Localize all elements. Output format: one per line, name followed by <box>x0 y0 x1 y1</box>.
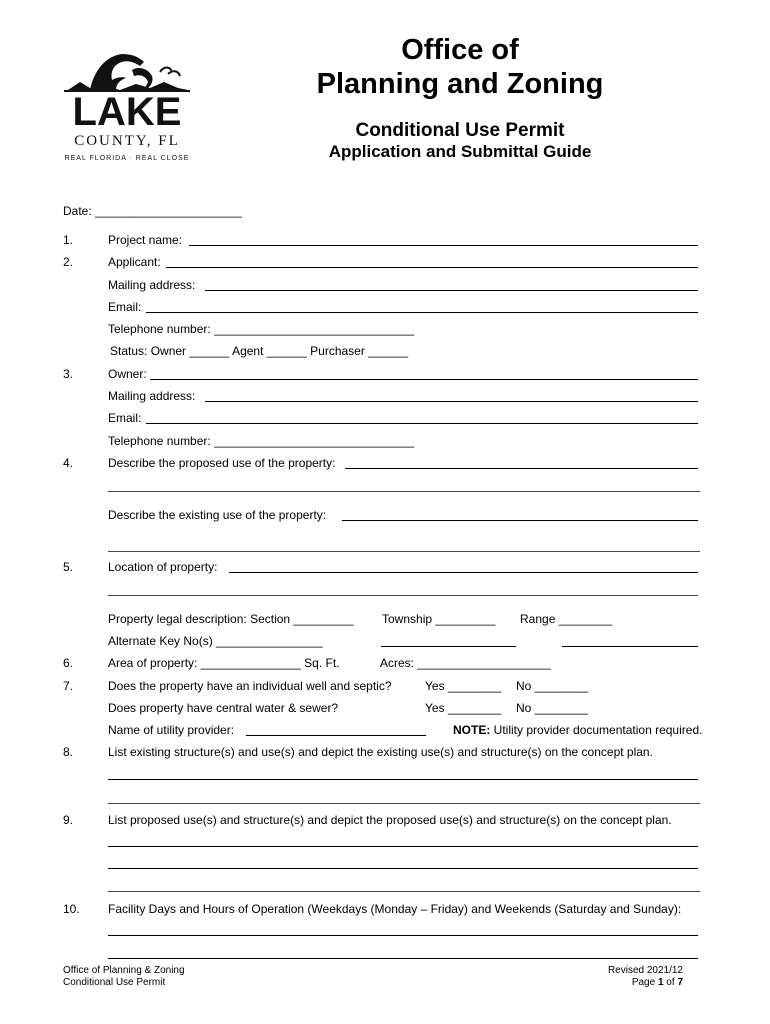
proposed-structures-label: List proposed use(s) and structure(s) and depict the proposed use(s) and structure(s) on the concept plan. <box>108 813 672 827</box>
hours-of-operation-label: Facility Days and Hours of Operation (Weekdays (Monday – Friday) and Weekends (Saturday and Sunday): <box>108 902 682 916</box>
well-septic-question: Does the property have an individual well and septic? <box>108 679 392 693</box>
owner-mailing-input[interactable] <box>205 401 698 402</box>
lake-county-logo <box>60 52 195 164</box>
logo-wordmark: LAKE <box>72 90 182 134</box>
existing-structures-input-2[interactable] <box>108 803 700 804</box>
well-septic-no[interactable]: No ________ <box>516 679 589 693</box>
footer-page <box>560 977 683 989</box>
alternate-key-field[interactable]: Alternate Key No(s) ________________ <box>108 634 323 648</box>
subtitle-guide: Application and Submittal Guide <box>328 142 592 161</box>
q2-number: 2. <box>63 255 74 269</box>
acres-field[interactable]: Acres: ____________________ <box>380 656 551 670</box>
township-field[interactable]: Township _________ <box>382 612 496 626</box>
q8-number: 8. <box>63 745 74 759</box>
owner-telephone-field[interactable]: Telephone number: ______________________________ <box>108 434 415 448</box>
logo-graphic <box>60 52 195 164</box>
proposed-use-input[interactable] <box>345 468 698 469</box>
title-line-1: Office of <box>401 34 519 66</box>
q5-number: 5. <box>63 560 74 574</box>
page-total: 7 <box>677 977 683 988</box>
note-label: NOTE: <box>453 723 491 737</box>
alternate-key-input-2[interactable] <box>381 646 516 647</box>
water-sewer-question: Does property have central water & sewer? <box>108 701 339 715</box>
q7-number: 7. <box>63 679 74 693</box>
owner-email-input[interactable] <box>146 423 698 424</box>
applicant-status-field[interactable]: Status: Owner ______ Agent ______ Purchaser ______ <box>110 344 409 358</box>
applicant-label: Applicant: <box>108 255 161 269</box>
q1-number: 1. <box>63 233 74 247</box>
logo-tagline: REAL FLORIDA · REAL CLOSE <box>64 155 190 162</box>
existing-use-label: Describe the existing use of the property: <box>108 508 327 522</box>
well-septic-yes[interactable]: Yes ________ <box>425 679 502 693</box>
utility-provider-label: Name of utility provider: <box>108 723 235 737</box>
water-sewer-no[interactable]: No ________ <box>516 701 589 715</box>
page-number: 1 <box>657 977 664 988</box>
proposed-structures-input-1[interactable] <box>108 846 698 847</box>
footer-left <box>63 965 185 989</box>
applicant-input[interactable] <box>166 267 698 268</box>
page-of: of <box>663 977 678 988</box>
owner-mailing-label: Mailing address: <box>108 389 196 403</box>
q4-number: 4. <box>63 456 74 470</box>
location-input-line-2[interactable] <box>108 595 698 596</box>
q9-number: 9. <box>63 813 74 827</box>
water-sewer-yes[interactable]: Yes ________ <box>425 701 502 715</box>
footer-permit: Conditional Use Permit <box>63 977 166 988</box>
project-name-input[interactable] <box>189 245 698 246</box>
applicant-telephone-field[interactable]: Telephone number: ______________________________ <box>108 322 415 336</box>
owner-label: Owner: <box>108 367 147 381</box>
owner-email-label: Email: <box>108 411 142 425</box>
applicant-mailing-label: Mailing address: <box>108 278 196 292</box>
existing-structures-input-1[interactable] <box>108 779 698 780</box>
proposed-use-label: Describe the proposed use of the property: <box>108 456 336 470</box>
location-input[interactable] <box>229 572 698 573</box>
existing-use-input[interactable] <box>342 520 698 521</box>
utility-note <box>453 723 702 737</box>
hours-input-2[interactable] <box>108 958 698 959</box>
q10-number: 10. <box>63 902 80 916</box>
logo-county: COUNTY, FL <box>74 133 180 149</box>
location-label: Location of property: <box>108 560 218 574</box>
proposed-use-input-line-2[interactable] <box>108 491 700 492</box>
hours-input-1[interactable] <box>108 935 698 936</box>
subtitle-permit: Conditional Use Permit <box>355 120 565 141</box>
area-field[interactable]: Area of property: _______________ Sq. Ft. <box>108 656 340 670</box>
applicant-email-label: Email: <box>108 300 142 314</box>
range-field[interactable]: Range ________ <box>520 612 613 626</box>
alternate-key-input-3[interactable] <box>562 646 698 647</box>
proposed-structures-input-3[interactable] <box>108 891 700 892</box>
q3-number: 3. <box>63 367 74 381</box>
footer-revised: Revised 2021/12 <box>607 965 683 976</box>
footer-right <box>560 965 683 989</box>
q6-number: 6. <box>63 656 74 670</box>
legal-section-field[interactable]: Property legal description: Section _________ <box>108 612 354 626</box>
utility-provider-input[interactable] <box>246 735 426 736</box>
existing-use-input-line-2[interactable] <box>108 551 700 552</box>
existing-structures-label: List existing structure(s) and use(s) and depict the existing use(s) and structure(s) on the concept plan. <box>108 745 653 759</box>
page-title <box>260 33 660 101</box>
page-prefix: Page <box>631 977 658 988</box>
applicant-email-input[interactable] <box>146 312 698 313</box>
date-field[interactable]: Date: ______________________ <box>63 204 242 218</box>
note-text: Utility provider documentation required. <box>490 723 703 737</box>
owner-input[interactable] <box>150 379 698 380</box>
proposed-structures-input-2[interactable] <box>108 868 698 869</box>
footer-office: Office of Planning & Zoning <box>63 965 185 976</box>
project-name-label: Project name: <box>108 233 183 247</box>
applicant-mailing-input[interactable] <box>205 290 698 291</box>
title-line-2: Planning and Zoning <box>316 68 604 100</box>
